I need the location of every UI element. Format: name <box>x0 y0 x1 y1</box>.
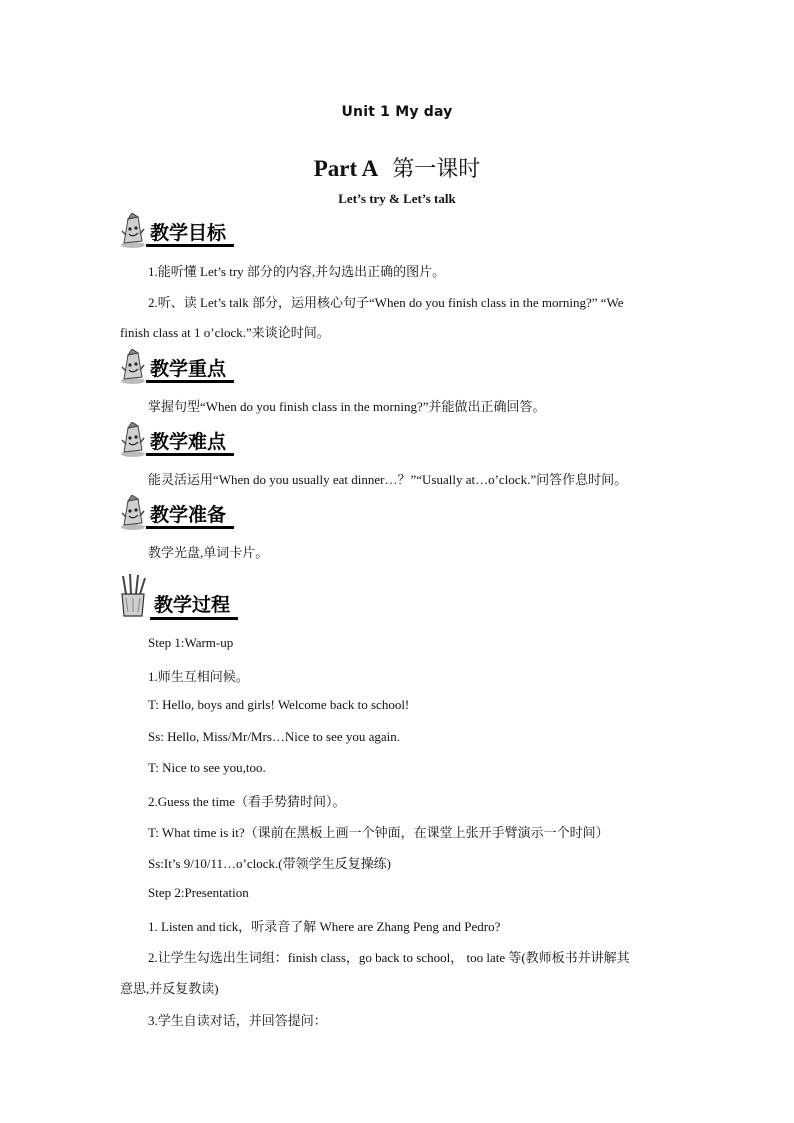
text-line: 1.师生互相问候。 <box>148 669 249 684</box>
part-title-en: Part A <box>313 156 379 181</box>
section-title: 教学目标 <box>150 222 227 244</box>
section-title: 教学准备 <box>150 504 227 526</box>
section-title: 教学难点 <box>150 431 227 453</box>
pencil-cup-icon <box>118 574 150 620</box>
text-line: 掌握句型“When do you finish class in the morning?”并能做出正确回答。 <box>148 399 546 414</box>
part-title-cn: 第一课时 <box>392 157 481 182</box>
heading-underline <box>146 453 234 456</box>
text-line: finish class at 1 o’clock.”来谈论时间。 <box>120 325 330 340</box>
unit-title: Unit 1 My day <box>341 104 453 120</box>
text-line: 2.Guess the time（看手势猜时间）。 <box>148 794 346 809</box>
text-line: Step 2:Presentation <box>148 885 249 900</box>
text-line: 3.学生自读对话，并回答提问： <box>148 1013 327 1028</box>
text-line: 教学光盘,单词卡片。 <box>148 545 269 560</box>
heading-underline <box>146 526 234 529</box>
lesson-subtitle: Let’s try & Let’s talk <box>338 191 456 206</box>
heading-underline <box>146 380 234 383</box>
section-title: 教学重点 <box>150 358 227 380</box>
text-line: 2.听、读 Let’s talk 部分，运用核心句子“When do you finish class in the morning?” “We <box>148 295 624 310</box>
text-line: Ss: Hello, Miss/Mr/Mrs…Nice to see you again. <box>148 729 401 744</box>
heading-underline <box>146 244 234 247</box>
text-line: Step 1:Warm-up <box>148 635 234 650</box>
text-line: T: What time is it?（课前在黑板上画一个钟面，在课堂上张开手臂演示一个时间） <box>148 825 609 840</box>
part-title <box>0 152 794 183</box>
text-line: Ss:It’s 9/10/11…o’clock.(带领学生反复操练) <box>148 856 391 871</box>
heading-underline <box>150 617 238 620</box>
text-line: 意思,并反复教读) <box>120 981 219 996</box>
text-line: 能灵活运用“When do you usually eat dinner…？”“Usually at…o’clock.”问答作息时间。 <box>148 472 628 487</box>
text-line: T: Hello, boys and girls! Welcome back to school! <box>148 697 410 712</box>
text-line: 2.让学生勾选出生词组：finish class，go back to school， too late 等(教师板书并讲解其 <box>148 950 630 965</box>
section-title: 教学过程 <box>154 594 231 616</box>
text-line: T: Nice to see you,too. <box>148 760 266 775</box>
text-line: 1.能听懂 Let’s try 部分的内容,并勾选出正确的图片。 <box>148 264 446 279</box>
text-line: 1. Listen and tick，听录音了解 Where are Zhang Peng and Pedro? <box>148 919 501 934</box>
